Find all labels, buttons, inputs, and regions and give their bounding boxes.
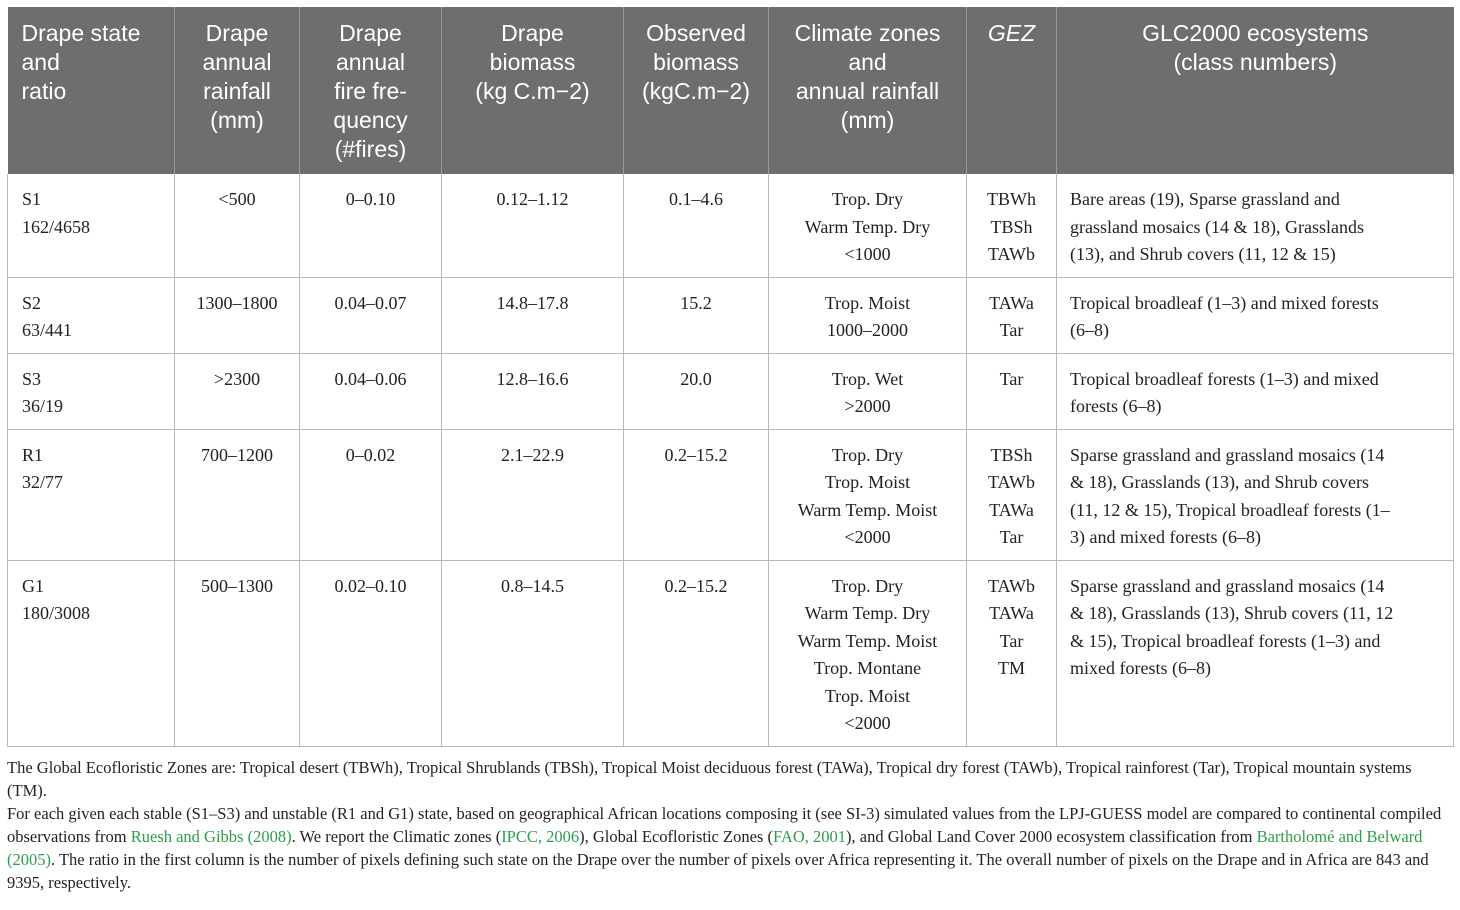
cell-fire-frequency-value: 0.04–0.06 — [334, 368, 407, 389]
footnote-text: For each given each stable (S1–S3) and unstable (R1 and G1) state, based on geographical African locations composing it (see SI-3) simulated values from the LPJ-GUESS model are compared to continental compiled observations from — [7, 804, 1442, 846]
climate-zone-line: Warm Temp. Dry — [804, 216, 931, 237]
footnote-text: ), Global Ecofloristic Zones ( — [579, 827, 773, 846]
state-label: R1 — [22, 444, 44, 465]
table-footnotes — [7, 756, 1453, 894]
cell-fire-frequency-value: 0.02–0.10 — [334, 575, 407, 596]
cell-fire-frequency-value: 0–0.02 — [345, 444, 396, 465]
climate-zone-line: Warm Temp. Dry — [804, 603, 931, 623]
cell-rainfall-value: <500 — [218, 189, 256, 209]
climate-zone-line: Trop. Moist — [824, 292, 911, 313]
climate-zone-line: Trop. Dry — [831, 189, 904, 209]
header-line: (mm) — [840, 107, 895, 133]
climate-zone-line: 1000–2000 — [827, 320, 908, 340]
cell-observed-biomass — [624, 560, 769, 746]
table-body — [8, 174, 1454, 746]
header-row — [8, 7, 1454, 174]
cell-observed-biomass-value: 0.2–15.2 — [664, 444, 728, 465]
cell-observed-biomass — [624, 174, 769, 277]
header-line: biomass — [653, 49, 739, 75]
cell-drape-biomass — [442, 560, 624, 746]
cell-state — [8, 353, 175, 429]
ecosystem-line: Tropical broadleaf (1–3) and mixed forests — [1070, 292, 1379, 313]
gez-code: TAWb — [987, 472, 1036, 492]
bartholome-belward-link[interactable]: Bartholomé and Belward (2005) — [7, 827, 1423, 869]
cell-gez — [967, 174, 1057, 277]
cell-rainfall — [175, 560, 300, 746]
header-line: Drape — [339, 20, 402, 46]
cell-observed-biomass — [624, 429, 769, 560]
climate-zone-line: <2000 — [844, 713, 891, 733]
gez-code: TBWh — [987, 189, 1036, 209]
table-row — [8, 277, 1454, 353]
header-line: Drape — [205, 20, 269, 46]
ecosystem-line: (11, 12 & 15), Tropical broadleaf forests (1– — [1070, 499, 1390, 520]
cell-drape-biomass-value: 2.1–22.9 — [501, 444, 564, 465]
header-line: quency — [333, 107, 408, 133]
table-row — [8, 560, 1454, 746]
cell-gez — [967, 353, 1057, 429]
cell-fire-frequency-value: 0–0.10 — [345, 189, 396, 209]
header-line: ratio — [21, 78, 67, 104]
cell-drape-biomass-value: 14.8–17.8 — [496, 292, 569, 313]
ruesh-gibbs-link[interactable]: Ruesh and Gibbs (2008) — [130, 827, 292, 846]
ecosystem-line: & 18), Grasslands (13), Shrub covers (11, 12 — [1070, 603, 1394, 623]
cell-glc2000 — [1057, 174, 1454, 277]
cell-climate-zones — [769, 277, 967, 353]
ecosystem-line: Tropical broadleaf forests (1–3) and mixed — [1070, 368, 1379, 389]
gez-code: TM — [998, 658, 1025, 678]
header-climate-zones — [769, 7, 967, 174]
ecosystem-line: 3) and mixed forests (6–8) — [1070, 527, 1261, 547]
cell-state — [8, 174, 175, 277]
state-ratio: 36/19 — [22, 396, 64, 416]
cell-gez — [967, 560, 1057, 746]
gez-footnote: The Global Ecofloristic Zones are: Tropical desert (TBWh), Tropical Shrublands (TBSh), Tropical Moist deciduous forest (TAWa), Tropical dry forest (TAWb), Tropical rainforest (Tar), Tropical mountain systems (TM). — [7, 758, 1412, 800]
header-fire-frequency — [300, 7, 442, 174]
cell-drape-biomass — [442, 174, 624, 277]
cell-gez — [967, 429, 1057, 560]
cell-glc2000 — [1057, 560, 1454, 746]
ecosystem-line: (6–8) — [1070, 320, 1109, 340]
cell-observed-biomass-value: 15.2 — [680, 292, 712, 313]
cell-drape-biomass-value: 0.12–1.12 — [496, 189, 569, 209]
cell-observed-biomass — [624, 353, 769, 429]
cell-observed-biomass-value: 20.0 — [680, 368, 712, 389]
state-label: G1 — [22, 575, 44, 596]
climate-zone-line: Warm Temp. Moist — [797, 630, 938, 651]
ecosystem-line: grassland mosaics (14 & 18), Grasslands — [1070, 216, 1364, 237]
cell-rainfall — [175, 353, 300, 429]
climate-zone-line: Trop. Wet — [831, 368, 904, 389]
cell-state — [8, 560, 175, 746]
header-drape-biomass — [442, 7, 624, 174]
cell-fire-frequency — [300, 560, 442, 746]
gez-code: TAWa — [989, 603, 1034, 623]
cell-state — [8, 429, 175, 560]
cell-rainfall — [175, 429, 300, 560]
gez-code: Tar — [999, 630, 1024, 651]
cell-drape-biomass — [442, 353, 624, 429]
header-line: fire fre- — [334, 78, 407, 104]
climate-zone-line: <2000 — [844, 527, 891, 547]
ecosystem-line: (13), and Shrub covers (11, 12 & 15) — [1070, 244, 1336, 264]
header-line: (kgC.m−2) — [642, 78, 750, 104]
header-line: rainfall — [203, 78, 271, 104]
cell-drape-biomass — [442, 277, 624, 353]
cell-rainfall — [175, 277, 300, 353]
gez-code: Tar — [999, 320, 1024, 340]
gez-code: Tar — [999, 368, 1024, 389]
header-line: annual — [202, 49, 272, 75]
footnote-text: ), and Global Land Cover 2000 ecosystem classification from — [846, 827, 1257, 846]
header-glc2000 — [1057, 7, 1454, 174]
header-line: Observed — [646, 20, 746, 46]
cell-gez — [967, 277, 1057, 353]
cell-rainfall-value: 500–1300 — [201, 575, 273, 596]
header-line: (#fires) — [334, 136, 407, 162]
gez-code: Tar — [999, 527, 1024, 547]
cell-glc2000 — [1057, 429, 1454, 560]
climate-zone-line: Warm Temp. Moist — [797, 499, 938, 520]
climate-zone-line: Trop. Montane — [813, 658, 922, 678]
state-label: S1 — [22, 189, 42, 209]
cell-climate-zones — [769, 429, 967, 560]
header-drape-rainfall — [175, 7, 300, 174]
climate-zone-line: <1000 — [844, 244, 891, 264]
climate-zone-line: >2000 — [844, 396, 891, 416]
header-observed-biomass — [624, 7, 769, 174]
climate-zone-line: Trop. Dry — [831, 444, 904, 465]
cell-state — [8, 277, 175, 353]
header-line: (kg C.m−2) — [475, 78, 590, 104]
gez-code: TAWa — [989, 292, 1034, 313]
header-line: and — [848, 49, 887, 75]
table-row — [8, 353, 1454, 429]
ecosystem-line: forests (6–8) — [1070, 396, 1162, 416]
cell-fire-frequency — [300, 353, 442, 429]
header-line: GLC2000 ecosystems — [1142, 20, 1369, 46]
cell-rainfall-value: >2300 — [213, 368, 261, 389]
gez-code: TBSh — [990, 216, 1033, 237]
cell-rainfall-value: 700–1200 — [201, 444, 273, 465]
header-line: Climate zones — [794, 20, 941, 46]
cell-rainfall — [175, 174, 300, 277]
fao-link[interactable]: FAO, 2001 — [772, 827, 846, 846]
cell-observed-biomass-value: 0.1–4.6 — [669, 189, 723, 209]
header-drape-state — [8, 7, 175, 174]
climate-zone-line: Trop. Moist — [824, 472, 911, 492]
ecosystem-line: & 15), Tropical broadleaf forests (1–3) and — [1070, 630, 1381, 651]
ecosystem-line: Bare areas (19), Sparse grassland and — [1070, 189, 1340, 209]
ecosystem-line: mixed forests (6–8) — [1070, 658, 1211, 678]
climate-zone-line: Trop. Moist — [824, 685, 911, 706]
header-line: GEZ — [987, 20, 1036, 46]
cell-drape-biomass-value: 0.8–14.5 — [501, 575, 564, 596]
cell-glc2000 — [1057, 277, 1454, 353]
ipcc-link[interactable]: IPCC, 2006 — [501, 827, 580, 846]
climate-zone-line: Trop. Dry — [831, 575, 904, 596]
header-gez — [967, 7, 1057, 174]
cell-rainfall-value: 1300–1800 — [196, 292, 278, 313]
footnote-text: . We report the Climatic zones ( — [291, 827, 502, 846]
cell-glc2000 — [1057, 353, 1454, 429]
state-ratio: 32/77 — [22, 472, 64, 492]
header-line: (class numbers) — [1173, 49, 1338, 75]
cell-fire-frequency — [300, 277, 442, 353]
cell-fire-frequency — [300, 174, 442, 277]
data-table-container — [7, 7, 1453, 747]
gez-code: TAWa — [989, 499, 1034, 520]
cell-climate-zones — [769, 353, 967, 429]
header-line: and — [21, 49, 60, 75]
header-line: Drape — [501, 20, 564, 46]
state-label: S2 — [22, 292, 42, 313]
header-line: biomass — [489, 49, 576, 75]
header-line: annual rainfall — [795, 78, 940, 104]
gez-code: TAWb — [987, 575, 1036, 596]
state-ratio: 162/4658 — [22, 216, 91, 237]
cell-fire-frequency-value: 0.04–0.07 — [334, 292, 407, 313]
header-line: annual — [335, 49, 406, 75]
ecosystem-line: Sparse grassland and grassland mosaics (14 — [1070, 575, 1385, 596]
header-line: Drape state — [21, 20, 141, 46]
state-ratio: 63/441 — [22, 320, 73, 340]
method-footnote — [7, 802, 1453, 894]
cell-drape-biomass-value: 12.8–16.6 — [496, 368, 569, 389]
state-ratio: 180/3008 — [22, 603, 91, 623]
table-row — [8, 174, 1454, 277]
cell-fire-frequency — [300, 429, 442, 560]
cell-observed-biomass — [624, 277, 769, 353]
table-row — [8, 429, 1454, 560]
cell-climate-zones — [769, 560, 967, 746]
cell-drape-biomass — [442, 429, 624, 560]
gez-code: TAWb — [987, 244, 1036, 264]
ecosystem-line: & 18), Grasslands (13), and Shrub covers — [1070, 472, 1369, 492]
ecosystem-line: Sparse grassland and grassland mosaics (14 — [1070, 444, 1385, 465]
footnote-text: . The ratio in the first column is the number of pixels defining such state on the Drape over the number of pixels over Africa representing it. The overall number of pixels on the Drape and in Africa are 843 and 9395, respectively. — [7, 850, 1429, 892]
gez-code: TBSh — [990, 444, 1033, 465]
drape-states-table — [7, 7, 1454, 747]
cell-observed-biomass-value: 0.2–15.2 — [664, 575, 728, 596]
state-label: S3 — [22, 368, 42, 389]
header-line: (mm) — [210, 107, 264, 133]
cell-climate-zones — [769, 174, 967, 277]
